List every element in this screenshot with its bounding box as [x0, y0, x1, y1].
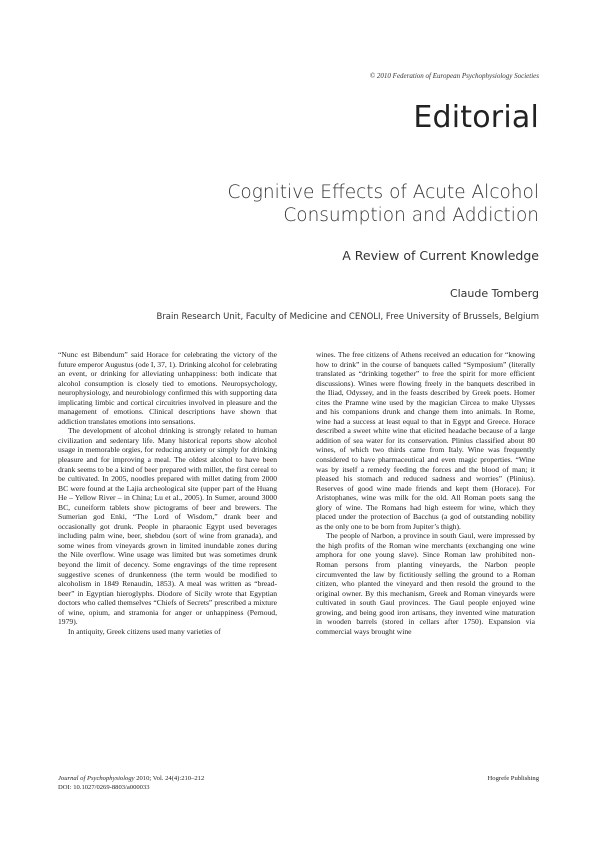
article-title-line-2: Consumption and Addiction: [283, 205, 539, 226]
body-column-right: [316, 350, 535, 636]
journal-citation: [58, 775, 204, 792]
article-subtitle: A Review of Current Knowledge: [342, 248, 539, 263]
body-paragraph: “Nunc est Bibendum” said Horace for celebrating the victory of the future emperor Augustus (ode I, 37, 1). Drinking alcohol for celebrating an event, or drinking for alleviating unhappiness: both indicate that alcohol consumption is closely tied to emotions. Neuropsychology, neurophysiology, and neurobiology confirmed this with supporting data implicating limbic and cortical circuitries involved in pleasure and the management of emotions. Clinical descriptions have shown that addiction translates emotions into sensations.: [58, 350, 277, 426]
publisher-name: Hogrefe Publishing: [487, 775, 539, 782]
body-column-left: [58, 350, 277, 636]
body-paragraph: The people of Narbon, a province in south Gaul, were impressed by the high profits of the Roman wine merchants (exchanging one wine amphora for one young slave). Since Roman law prohibited non-Roman persons from planting vineyards, the Narbon people circumvented the law by fictitiously selling the ground to a Roman citizen, who planted the vineyard and then resold the ground to the original owner. By this mechanism, Greek and Roman vineyards were cultivated in south Gaul provinces. The Gaul people enjoyed wine growing, and being good iron artisans, they invented wine maturation in wooden barrels (stored in cellars after 1750). Expansion via commercial ways brought wine: [316, 531, 535, 636]
article-title: [228, 181, 540, 227]
section-heading: Editorial: [413, 100, 539, 135]
body-paragraph: wines. The free citizens of Athens received an education for “knowing how to drink” in the course of banquets called “Symposium” (literally translated as “drinking together” to free the spirit for more efficient discussions). Wines were flowing freely in the banquets described in the Iliad, Odyssey, and in the feasts described by Greek poets. Homer cites the Pramne wine used by the magician Circea to make Ulysses and his companions drunk and change them into animals. In Rome, wine had a success at least equal to that in Egypt and Greece. Horace described a sweet white wine that elicited headache because of a large addition of sea water for its conservation. Plinius classified about 80 wines, of which two thirds came from Italy. Wine was frequently considered to have pharmaceutical and even magic properties. “Wine was by itself a remedy feeding the forces and the blood of man; it pleased his stomach and reduced sadness and worries” (Plinius). Reserves of good wine made friends and kept them (Horace). For Aristophanes, wine was milk for the old. All Roman poets sang the glory of wine. The Romans had high esteem for wine, which they placed under the protection of Bacchus (a god of outstanding nobility as the only one to be born from Jupiter’s thigh).: [316, 350, 535, 531]
body-paragraph: The development of alcohol drinking is strongly related to human civilization and sedentary life. Many historical reports show alcohol usage in memorable orgies, for reducing anxiety or simply for drinking pleasure and for improving a meal. The oldest alcohol to have been drank seems to be a kind of beer prepared with millet, the first cereal to be cultivated. In 2005, noodles prepared with millet dating from 2000 BC were found at the Lajia archeological site (upper part of the Huang He – Yellow River – in China; Lu et al., 2005). In Sumer, around 3000 BC, cuneiform tablets show pictograms of beer and brewers. The Sumerian god Enki, “The Lord of Wisdom,” drank beer and occasionally got drunk. People in pharaonic Egypt used beverages including palm wine, beer, shebdou (sort of wine from granada), and some wines from vineyards grown in limited inundable zones during the Nile overflow. Wine usage was limited but was sometimes drunk beyond the limit of decency. Some engravings of the time represent suggestive scenes of drunkenness (the term would be modified to alcoholism in 1849 Renaudin, 1853). A meal was written as “bread-beer” in Egyptian hieroglyphs. Diodore of Sicily wrote that Egyptian doctors who called themselves “Chiefs of Secrets” prescribed a mixture of wine, opium, and stramonia for anger or unhappiness (Pernoud, 1979).: [58, 426, 277, 627]
copyright-notice: © 2010 Federation of European Psychophysiology Societies: [369, 72, 539, 80]
journal-name: Journal of Psychophysiology: [58, 775, 135, 782]
article-title-line-1: Cognitive Effects of Acute Alcohol: [227, 182, 539, 203]
doi: DOI: 10.1027/0269-8803/a000033: [58, 783, 150, 791]
body-paragraph: In antiquity, Greek citizens used many varieties of: [68, 626, 221, 636]
journal-volume: 2010; Vol. 24(4):210–212: [134, 775, 205, 782]
author-name: Claude Tomberg: [449, 287, 539, 300]
author-affiliation: Brain Research Unit, Faculty of Medicine and CENOLI, Free University of Brussels, Belgium: [156, 312, 539, 322]
